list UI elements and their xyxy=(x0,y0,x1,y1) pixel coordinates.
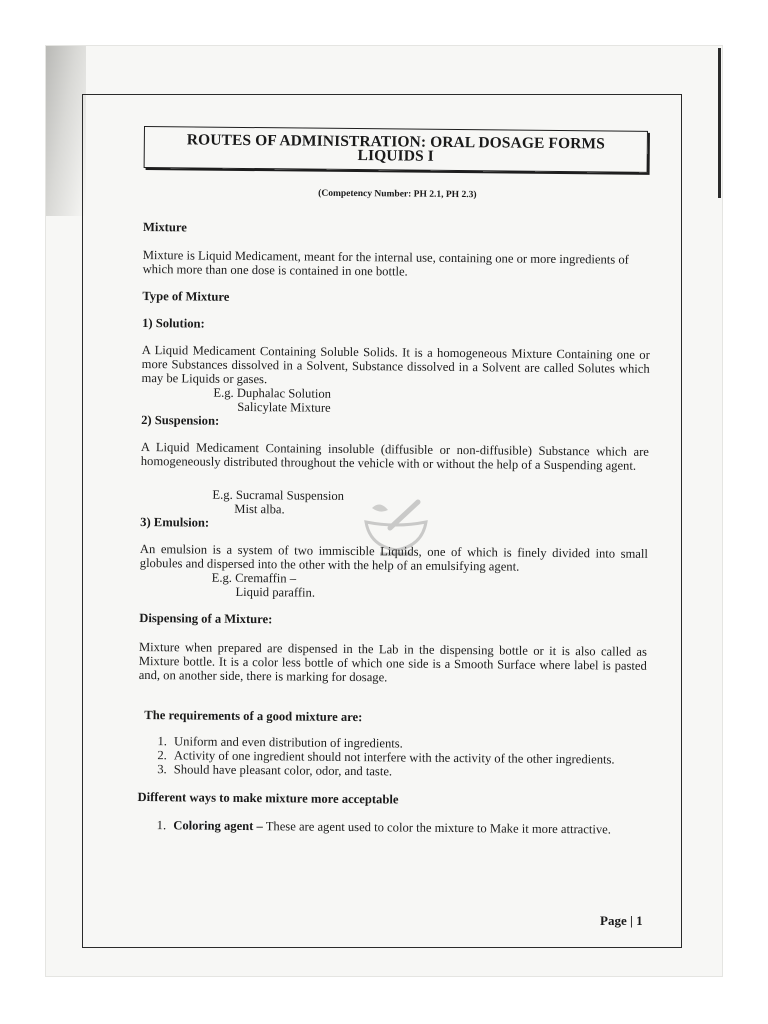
coloring-agent-text: These are agent used to color the mixture to Make it more attractive. xyxy=(262,819,611,837)
document-title: ROUTES OF ADMINISTRATION: ORAL DOSAGE FORMS LIQUIDS I xyxy=(144,126,648,173)
suspension-heading: 2) Suspension: xyxy=(141,412,220,428)
emulsion-text: An emulsion is a system of two immiscible Liquids, one of which is finely divided into small globules and dispersed into the other with the help of an emulsifying agent. xyxy=(139,541,648,574)
document-body xyxy=(137,126,652,837)
mixture-definition: Mixture is Liquid Medicament, meant for the internal use, containing one or more ingredients of which more than one dose is contained in one bottle. xyxy=(142,247,629,279)
requirement-item: 1. Uniform and even distribution of ingredients. xyxy=(170,734,646,753)
suspension-text: A Liquid Medicament Containing insoluble (diffusible or non-diffusible) Substance which are homogeneously distributed throughout the vehicle with or without the help of a Suspending agent. xyxy=(140,439,649,473)
requirement-item: 3. Should have pleasant color, odor, and taste. xyxy=(170,762,646,781)
emulsion-heading: 3) Emulsion: xyxy=(140,514,210,530)
page-number: Page | 1 xyxy=(600,913,643,928)
solution-example-2: Salicylate Mixture xyxy=(237,399,331,415)
requirements-heading: The requirements of a good mixture are: xyxy=(144,708,363,725)
requirement-item: 2. Activity of one ingredient should not interfere with the activity of the other ingredients. xyxy=(170,748,646,767)
scan-shadow xyxy=(46,46,86,216)
emulsion-example-1: E.g. Cremaffin – xyxy=(211,570,297,586)
dispensing-text: Mixture when prepared are dispensed in the Lab in the dispensing bottle or it is also called as Mixture bottle. It is a color less bottle of which one side is a Smooth Surface where label is pasted and, on another side, there is marking for dosage. xyxy=(138,639,648,685)
solution-example-1: E.g. Duphalac Solution xyxy=(213,385,332,401)
emulsion-example-2: Liquid paraffin. xyxy=(235,584,316,600)
acceptable-heading: Different ways to make mixture more acceptable xyxy=(137,789,399,807)
solution-heading: 1) Solution: xyxy=(142,315,205,331)
suspension-example-2: Mist alba. xyxy=(234,501,285,517)
dispensing-heading: Dispensing of a Mixture: xyxy=(139,610,273,627)
type-heading: Type of Mixture xyxy=(142,288,230,304)
suspension-example-1: E.g. Sucramal Suspension xyxy=(212,487,345,503)
solution-text: A Liquid Medicament Containing Soluble Solids. It is a homogeneous Mixture Containing one or more Substances dissolved in a Solvent, Substance dissolved in a Solvent are called Solutes which may be Liquids or gases. xyxy=(141,342,650,387)
coloring-agent-label: Coloring agent – xyxy=(173,818,263,834)
mixture-heading: Mixture xyxy=(142,219,187,235)
competency-number: (Competency Number: PH 2.1, PH 2.3) xyxy=(318,188,477,201)
page-edge xyxy=(718,48,721,198)
